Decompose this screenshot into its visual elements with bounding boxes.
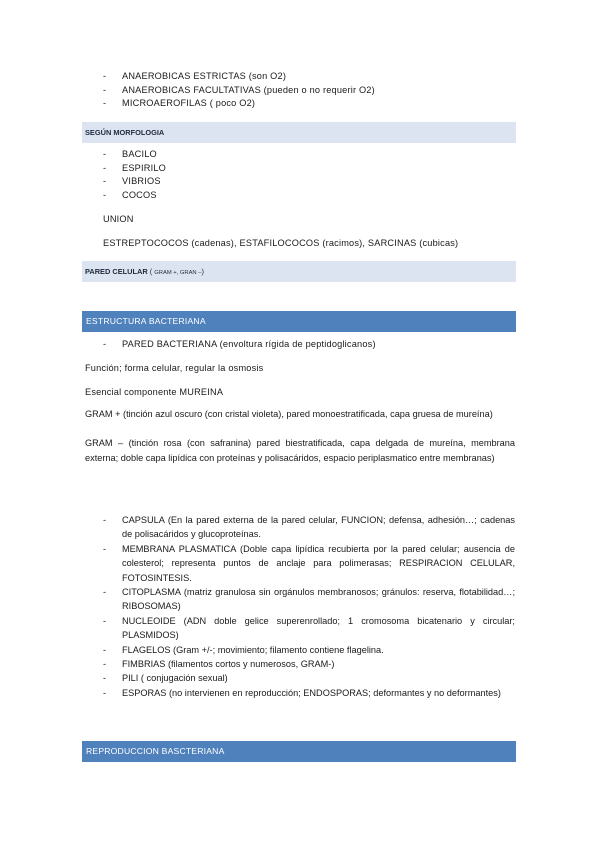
list-item: - COCOS <box>103 190 157 201</box>
list-item: - ESPIRILO <box>103 162 166 173</box>
morfologia-list <box>103 148 166 203</box>
gram-negative-text: GRAM – (tinción rosa (con safranina) pared biestratificada, capa delgada de mureína, membrana externa; doble capa lipídica con proteínas y polisacáridos, espacio periplasmatico entre membranas) <box>85 438 515 463</box>
list-item: - NUCLEOIDE (ADN doble gelice superenrollado; 1 cromosoma bicatenario y circular; PLASMIDOS) <box>103 615 515 641</box>
section-header-pared-celular: PARED CELULAR ( GRAM +, GRAN –) <box>82 261 516 282</box>
list-item: - CAPSULA (En la pared externa de la pared celular, FUNCION; defensa, adhesión…; cadenas de polisacáridos y glucoproteínas. <box>103 515 515 540</box>
gram-positive-text: GRAM + (tinción azul oscuro (con cristal violeta), pared monoestratificada, capa gruesa de mureína) <box>85 409 493 419</box>
funcion-text: Función; forma celular, regular la osmosis <box>85 363 264 373</box>
list-item: - MEMBRANA PLASMATICA (Doble capa lipídica recubierta por la pared celular; ausencia de colesterol; representa puntos de anclaje para polimerasas; RESPIRACION CELULAR, FOTOSINTESIS. <box>103 543 515 583</box>
pared-list <box>103 338 376 352</box>
list-item: - PARED BACTERIANA (envoltura rígida de peptidoglicanos) <box>103 339 376 349</box>
list-item: - ESPORAS (no intervienen en reproducción; ENDOSPORAS; deformantes y no deformantes) <box>103 687 501 698</box>
estructura-list <box>103 513 515 700</box>
oxygen-list <box>103 70 375 111</box>
section-header-reproduccion: REPRODUCCION BASCTERIANA <box>82 741 516 762</box>
union-label: UNION <box>103 214 134 224</box>
list-item: - VIBRIOS <box>103 176 161 187</box>
list-item: - PILI ( conjugación sexual) <box>103 673 228 684</box>
esencial-text: Esencial componente MUREINA <box>85 387 224 397</box>
list-item: - MICROAEROFILAS ( poco O2) <box>103 98 256 109</box>
list-item: - CITOPLASMA (matriz granulosa sin orgánulos membranosos; gránulos: reserva, flotabilidad…; RIBOSOMAS) <box>103 587 515 612</box>
list-item: - FIMBRIAS (filamentos cortos y numerosos, GRAM-) <box>103 659 335 670</box>
list-item: - ANAEROBICAS FACULTATIVAS (pueden o no requerir O2) <box>103 84 375 95</box>
list-item: - ANAEROBICAS ESTRICTAS (son O2) <box>103 71 287 81</box>
union-text: ESTREPTOCOCOS (cadenas), ESTAFILOCOCOS (racimos), SARCINAS (cubicas) <box>103 238 459 248</box>
section-header-morfologia: SEGÚN MORFOLOGIA <box>82 122 516 143</box>
list-item: - FLAGELOS (Gram +/-; movimiento; filamento contiene flagelina. <box>103 644 384 655</box>
section-header-estructura: ESTRUCTURA BACTERIANA <box>82 311 516 332</box>
list-item: - BACILO <box>103 149 157 159</box>
